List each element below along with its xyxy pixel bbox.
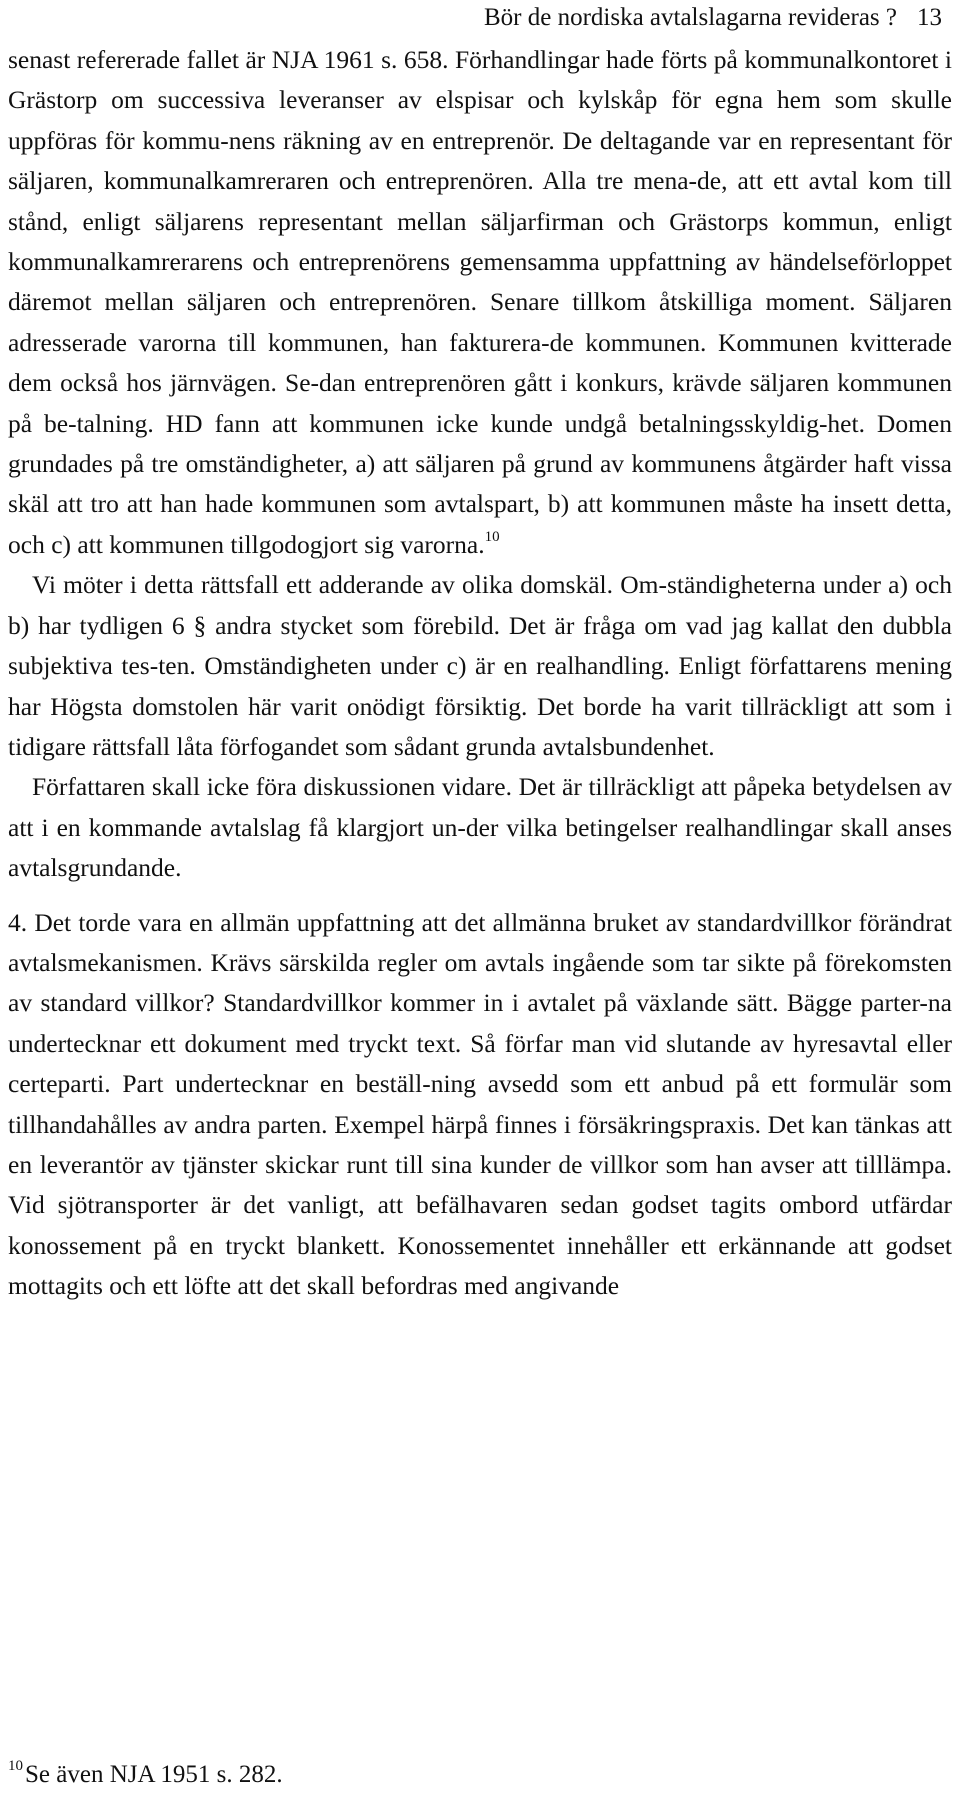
- footnote-divider: [8, 1738, 158, 1739]
- footnote-text: Se även NJA 1951 s. 282.: [25, 1761, 283, 1788]
- running-header: [484, 2, 942, 34]
- body-text: [8, 40, 952, 1307]
- paragraph-1: [8, 40, 952, 565]
- footnote-marker: 10: [8, 1758, 23, 1774]
- footnote-reference[interactable]: 10: [484, 528, 500, 545]
- paragraph-2: Vi möter i detta rättsfall ett adderande av olika domskäl. Om-ständigheterna under a) och b) har tydligen 6 § andra stycket som förebild. Det är fråga om vad jag kallat den dubbla subjektiva tes-ten. Omständigheten under c) är en realhandling. Enligt författarens mening har Högsta domstolen här varit onödigt försiktig. Det borde ha varit tillräckligt att som i tidigare rättsfall låta förfogandet som sådant grunda avtalsbundenhet.: [8, 570, 952, 761]
- page-number: 13: [917, 4, 942, 31]
- paragraph-3: Författaren skall icke föra diskussionen vidare. Det är tillräckligt att påpeka betydelsen av att i en kommande avtalslag få klargjort un-der vilka betingelser realhandlingar skall anses avtalsgrundande.: [8, 772, 952, 883]
- running-title: Bör de nordiska avtalslagarna revideras ?: [483, 4, 897, 31]
- paragraph-1-text: senast refererade fallet är NJA 1961 s. 658. Förhandlingar hade förts på kommunalkontoret i Grästorp om successiva leveranser av elspisar och kylskåp för egna hem som skulle uppföras för kommu-nens räkning av en entreprenör. De deltagande var en representant för säljaren, kommunalkamreraren och entreprenören. Alla tre mena-de, att ett avtal kom till stånd, enligt säljarens representant mellan säljarfirman och Grästorps kommun, enligt kommunalkamrerarens och entreprenörens gemensamma uppfattning av händelseförloppet däremot mellan säljaren och entreprenören. Senare tillkom åtskilliga moment. Säljaren adresserade varorna till kommunen, han fakturera-de kommunen. Kommunen kvitterade dem också hos järnvägen. Se-dan entreprenören gått i konkurs, krävde säljaren kommunen på be-talning. HD fann att kommunen icke kunde undgå betalningsskyldig-het. Domen grundades på tre omständigheter, a) att säljaren på grund av kommunens åtgärder haft vissa skäl att tro att han hade kommunen som avtalspart, b) att kommunen måste ha insett detta, och c) att kommunen tillgodogjort sig varorna.: [8, 45, 952, 559]
- footnote: [8, 1758, 283, 1792]
- paragraph-4: 4. Det torde vara en allmän uppfattning att det allmänna bruket av standardvillkor förändrat avtalsmekanismen. Krävs särskilda regler om avtals ingående som tar sikte på förekomsten av standard villkor? Standardvillkor kommer in i avtalet på växlande sätt. Bägge parter-na undertecknar ett dokument med tryckt text. Så förfar man vid slutande av hyresavtal eller certeparti. Part undertecknar en beställ-ning avsedd som ett anbud på ett formulär som tillhandahålles av andra parten. Exempel härpå finnes i försäkringspraxis. Det kan tänkas att en leverantör av tjänster skickar runt till sina kunder de villkor som han avser att tilllämpa. Vid sjötransporter är det vanligt, att befälhavaren sedan godset tagits ombord utfärdar konossement på en tryckt blankett. Konossementet innehåller ett erkännande att godset mottagits och ett löfte att det skall befordras med angivande: [8, 907, 952, 1301]
